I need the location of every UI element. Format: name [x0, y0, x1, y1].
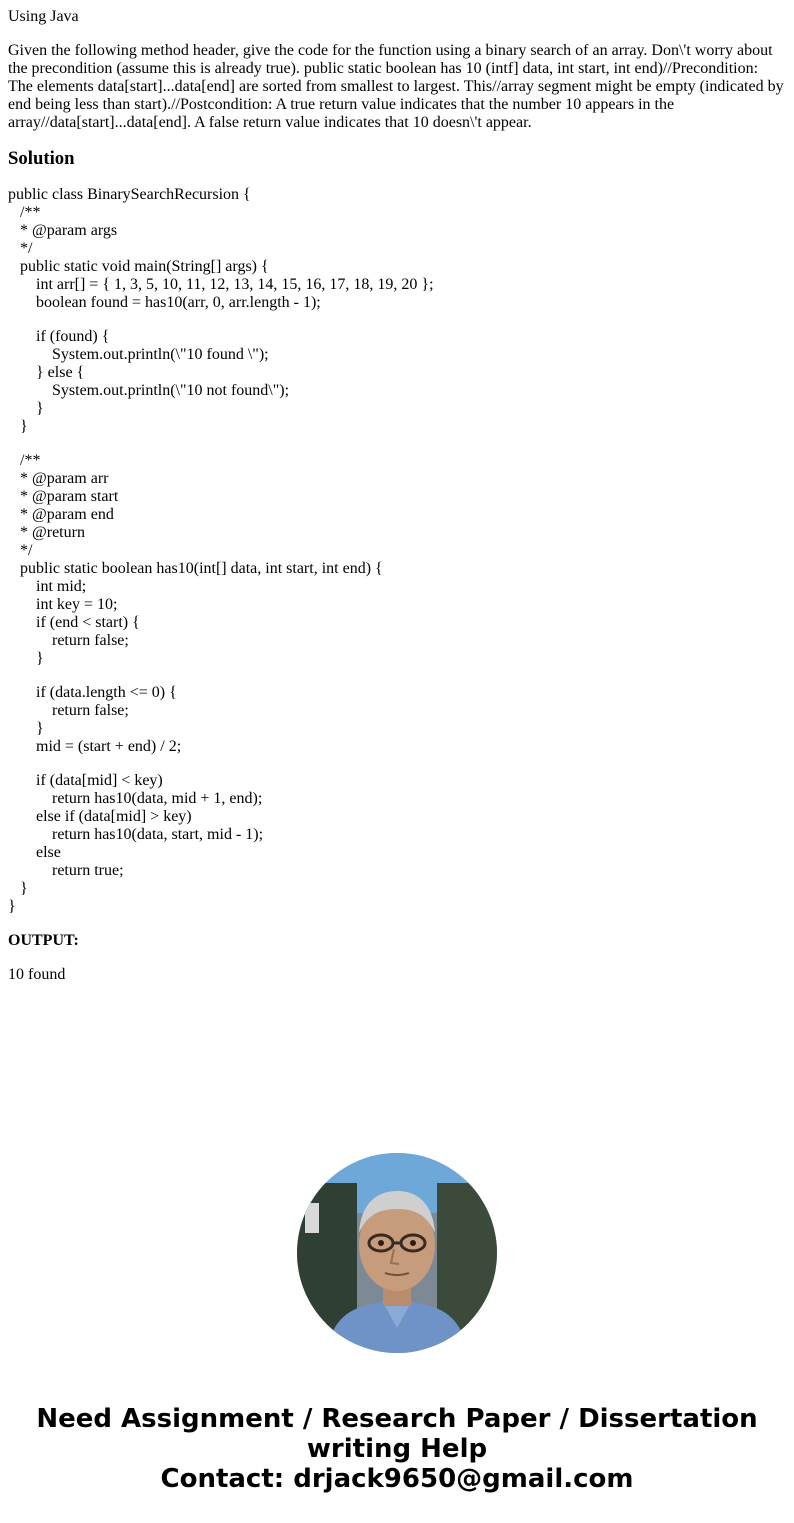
code-line: return true; [8, 862, 124, 879]
code-line: * @param arr [8, 470, 109, 487]
promo-banner [0, 1404, 794, 1494]
intro-text: Using Java [8, 8, 79, 25]
code-line: } else { [8, 364, 85, 381]
code-line: System.out.println(\"10 found \"); [8, 346, 269, 363]
code-line: } [8, 650, 44, 667]
code-line: return has10(data, mid + 1, end); [8, 790, 263, 807]
solution-heading: Solution [8, 148, 75, 169]
promo-line-1: Need Assignment / Research Paper / Dissertation [36, 1404, 758, 1434]
code-line: public static boolean has10(int[] data, int start, int end) { [8, 560, 383, 577]
code-line: */ [8, 240, 33, 257]
code-line: } [8, 898, 16, 915]
code-line: int key = 10; [8, 596, 118, 613]
code-line: mid = (start + end) / 2; [8, 738, 182, 755]
code-line: public class BinarySearchRecursion { [8, 186, 251, 203]
code-line [8, 668, 786, 684]
code-line: * @param args [8, 222, 118, 239]
code-line: */ [8, 542, 33, 559]
code-line [8, 312, 786, 328]
promo-contact: Contact: drjack9650@gmail.com [160, 1464, 634, 1494]
code-line: if (found) { [8, 328, 110, 345]
code-line: /** [8, 204, 41, 221]
code-line: return false; [8, 632, 129, 649]
question-text: Given the following method header, give the code for the function using a binary search of an array. Don\'t worry about the precondition (assume this is already true). public static boolean has 10 (intf] data, int start, int end)//Precondition: The elements data[start]...data[end] are sorted from smallest to largest. This//array segment might be empty (indicated by end being less than start).//Postcondition: A true return value indicates that the number 10 appears in the array//data[start]...data[end]. A false return value indicates that 10 doesn\'t appear. [8, 42, 784, 131]
code-line: } [8, 400, 44, 417]
code-line: } [8, 720, 44, 737]
code-line: boolean found = has10(arr, 0, arr.length - 1); [8, 294, 321, 311]
code-line: return has10(data, start, mid - 1); [8, 826, 264, 843]
code-line: int mid; [8, 578, 87, 595]
code-line: else if (data[mid] > key) [8, 808, 192, 825]
document-content [8, 8, 786, 984]
output-value: 10 found [8, 966, 66, 983]
person-photo-icon [297, 1153, 497, 1353]
code-line [8, 436, 786, 452]
code-line: return false; [8, 702, 129, 719]
code-line: /** [8, 452, 41, 469]
code-line: if (data[mid] < key) [8, 772, 163, 789]
code-line: * @return [8, 524, 85, 541]
code-block [8, 186, 786, 916]
code-line: * @param start [8, 488, 119, 505]
output-label: OUTPUT: [8, 932, 79, 949]
code-line: else [8, 844, 61, 861]
author-photo [297, 1153, 497, 1353]
promo-line-2: writing Help [306, 1434, 488, 1464]
code-line: if (data.length <= 0) { [8, 684, 177, 701]
code-line: } [8, 880, 28, 897]
code-line: } [8, 418, 28, 435]
code-line: public static void main(String[] args) { [8, 258, 269, 275]
code-line: System.out.println(\"10 not found\"); [8, 382, 290, 399]
code-line: int arr[] = { 1, 3, 5, 10, 11, 12, 13, 14, 15, 16, 17, 18, 19, 20 }; [8, 276, 434, 293]
code-line [8, 756, 786, 772]
code-line: if (end < start) { [8, 614, 140, 631]
code-line: * @param end [8, 506, 114, 523]
